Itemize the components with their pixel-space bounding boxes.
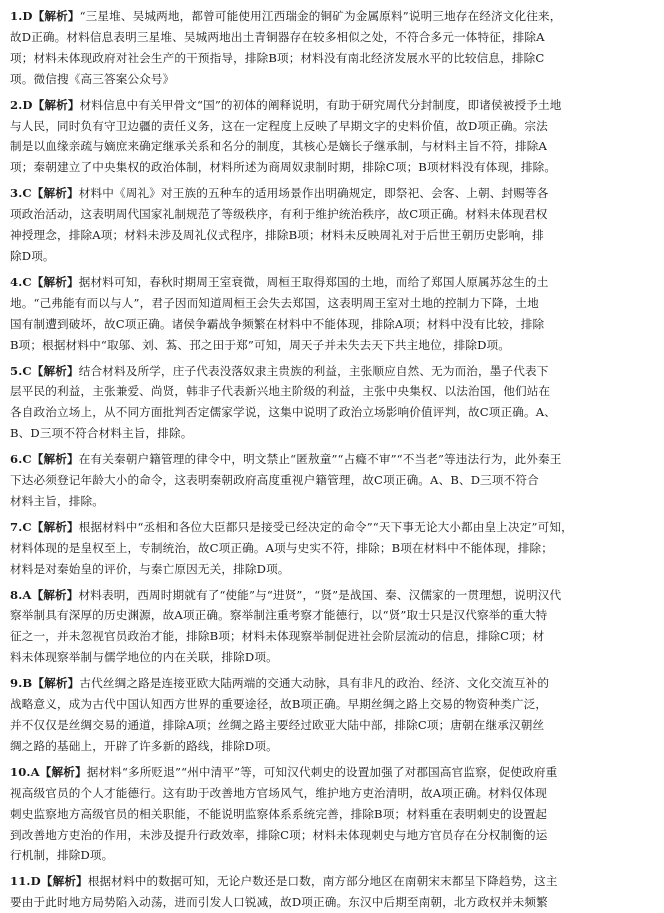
answer-first-line [10,183,642,204]
answer-first-line [10,449,642,470]
answer-number: 4.C [10,274,32,289]
answer-number: 6.C [10,452,32,467]
line-text: 故D正确。材料信息表明三星堆、吴城两地出土青铜器存在较多相似之处，不符合多元一体特征，排除A [10,29,545,44]
answer-line [10,470,642,491]
answer-item [10,517,642,580]
line-text: 材料体现的是皇权至上，专制统治，故C项正确。A项与史实不符，排除；B项在材料中不能体现，排除； [10,540,553,555]
answer-line [10,715,642,736]
line-text: 项。微信搜《高三答案公众号》 [10,71,175,86]
answer-line [10,27,642,48]
answer-first-line [10,517,642,538]
answer-line [10,48,642,69]
analysis-tag: 【解析】 [40,874,88,889]
answer-line [10,423,642,444]
answer-item [10,95,642,179]
line-text: 战略意义，成为古代中国认知西方世界的重要途径，故B项正确。早期丝绸之路上交易的物资种类广泛， [10,697,548,712]
analysis-tag: 【解析】 [31,363,79,378]
answer-number: 1.D [10,9,33,23]
answer-item [10,272,642,356]
line-text: 在有关秦朝户籍管理的律令中，明文禁止“匿敖童”“占癃不审”“不当老”等违法行为，此外秦王 [78,452,562,467]
answer-number: 2.D [10,97,33,112]
analysis-tag: 【解析】 [32,9,80,23]
line-text: 材料信息中有关甲骨文“国”的初体的阐释说明，有助于研究周代分封制度，即诸侯被授予土地 [79,97,562,112]
line-text: 视高级官员的个人才能德行。这有助于改善地方官场风气，维护地方吏治清明，故A项正确。材料仅体现 [10,785,547,800]
answer-line [10,559,642,580]
line-text: 除D项。 [10,248,55,263]
answer-first-line [10,272,642,293]
answer-line [10,204,642,225]
answer-number: 3.C [10,186,32,201]
answer-line [10,825,642,846]
answer-item [10,871,642,913]
answer-line [10,647,642,668]
line-text: 材料是对秦始皇的评价，与秦亡原因无关，排除D项。 [10,561,290,576]
line-text: 材料中《周礼》对王族的五种车的适用场景作出明确规定，即祭祀、会客、上朝、封赐等各 [78,186,549,201]
line-text: 项；秦朝建立了中央集权的政治体制，材料所述为商周奴隶制时期，排除C项；B项材料没有体现，排除。 [10,160,557,175]
line-text: 古代丝绸之路是连接亚欧大陆两端的交通大动脉，具有非凡的政治、经济、文化交流互补的 [79,676,550,691]
line-text: 到改善地方吏治的作用，未涉及提升行政效率，排除C项；材料未体现刺史与地方官员存在分权制衡的运 [10,827,548,842]
answer-line [10,491,642,512]
line-text: 绸之路的基础上，开辟了许多新的路线，排除D项。 [10,738,278,753]
answer-number: 8.A [10,587,32,602]
analysis-tag: 【解析】 [31,274,79,289]
answer-line [10,402,642,423]
line-text: 项政治活动，这表明周代国家礼制规范了等级秩序，有利于维护统治秩序，故C项正确。材料未体现君权 [10,207,548,222]
line-text: 材料主旨，排除。 [10,493,104,508]
answer-line [10,157,642,178]
answer-line [10,136,642,157]
analysis-tag: 【解析】 [31,587,79,602]
answer-first-line [10,673,642,694]
answer-number: 5.C [10,363,32,378]
line-text: 材料表明，西周时期就有了“使能”与“进贤”，“贤”是战国、秦、汉儒家的一贯理想，说明汉代 [78,587,562,602]
answer-item [10,183,642,267]
line-text: B、D三项不符合材料主旨，排除。 [10,426,193,441]
answer-line [10,246,642,267]
answer-item [10,6,642,90]
line-text: 根据材料中“丞相和各位大臣都只是接受已经决定的命令”“天下事无论大小都由皇上决定”可知， [78,519,573,534]
answer-line [10,892,642,913]
answer-number: 7.C [10,519,32,534]
answer-line [10,605,642,626]
answer-number: 11.D [10,874,41,889]
line-text: 刺史监察地方高级官员的相关职能，不能说明监察体系系统完善，排除B项；材料重在表明刺史的设置起 [10,806,548,821]
line-text: 制是以血缘亲疏与嫡庶来确定继承关系和名分的制度，其核心是嫡长子继承制，与材料主旨不符，排除A [10,139,547,154]
answer-first-line [10,361,642,382]
answer-line [10,845,642,866]
analysis-tag: 【解析】 [31,186,79,201]
analysis-tag: 【解析】 [32,676,80,691]
answer-line [10,783,642,804]
answer-first-line [10,871,642,892]
line-text: “三星堆、吴城两地，都曾可能使用江西瑞金的铜矿为金属原料”说明三地存在经济文化往来， [79,9,562,23]
answer-line [10,381,642,402]
answer-line [10,538,642,559]
line-text: 神授理念，排除A项；材料未涉及周礼仪式程序，排除B项；材料未反映周礼对于后世王朝历史影响，排 [10,228,544,243]
line-text: 要由于此时地方局势陷入动荡，进而引发人口锐减，故D项正确。东汉中后期至南朝，北方政权并未频繁 [10,895,548,910]
answer-line [10,314,642,335]
line-text: 行机制，排除D项。 [10,848,114,863]
answer-number: 10.A [10,764,40,779]
line-text: 下达必须登记年龄大小的命令，这表明秦朝政府高度重视户籍管理，故C项正确。A、B、D三项不符合 [10,473,539,488]
line-text: 察举制具有深厚的历史渊源，故A项正确。察举制注重考察才能德行，以“贤”取士只是汉代察举的重大特 [10,608,548,623]
line-text: 各自政治立场上，从不同方面批判否定儒家学说，这集中说明了政治立场影响价值评判，故C项正确。A、 [10,405,557,420]
line-text: 层平民的利益，主张兼爱、尚贤，韩非子代表新兴地主阶级的利益，主张中央集权、以法治国，他们站在 [10,384,551,399]
line-text: 料未体现察举制与儒学地位的内在关联，排除D项。 [10,650,278,665]
answer-line [10,804,642,825]
answer-line [10,293,642,314]
answer-first-line [10,95,642,116]
line-text: 结合材料及所学，庄子代表没落奴隶主贵族的利益，主张顺应自然、无为而治，墨子代表下 [78,363,549,378]
answer-line [10,69,642,90]
line-text: 据材料“多所贬退”“州中清平”等，可知汉代刺史的设置加强了对郡国高官监察，促使政府重 [86,764,558,779]
answer-first-line [10,585,642,606]
line-text: 国有制遭到破坏，故C项正确。诸侯争霸战争频繁在材料中不能体现，排除A项；材料中没有比较，排除 [10,316,545,331]
answer-item [10,361,642,445]
answer-item [10,585,642,669]
line-text: 据材料可知，春秋时期周王室衰微，周桓王取得郑国的土地，而给了郑国人原属苏忿生的土 [78,274,549,289]
analysis-tag: 【解析】 [39,764,87,779]
line-text: 地。“己弗能有而以与人”，君子因而知道周桓王会失去郑国，这表明周王室对土地的控制力下降，土地 [10,295,539,310]
answer-item [10,762,642,867]
answer-first-line [10,6,642,27]
line-text: B项；根据材料中“取邬、刘、蒍、邘之田于郑”可知，周天子并未失去天下共主地位，排除D项。 [10,337,511,352]
answer-line [10,116,642,137]
answer-line [10,694,642,715]
analysis-tag: 【解析】 [31,519,79,534]
answer-number: 9.B [10,676,33,691]
line-text: 根据材料中的数据可知，无论户数还是口数，南方部分地区在南朝宋末都呈下降趋势，这主 [87,874,558,889]
answer-line [10,225,642,246]
answer-item [10,673,642,757]
answer-line [10,736,642,757]
line-text: 项；材料未体现政府对社会生产的干预指导，排除B项；材料没有南北经济发展水平的比较信息，排除C [10,50,545,65]
analysis-tag: 【解析】 [32,97,80,112]
answer-line [10,335,642,356]
answer-item [10,449,642,512]
line-text: 并不仅仅是丝绸交易的通道，排除A项；丝绸之路主要经过欧亚大陆中部，排除C项；唐朝在继承汉朝丝 [10,718,545,732]
answer-first-line [10,762,642,783]
line-text: 与人民，同时负有守卫边疆的责任义务，这在一定程度上反映了早期文字的史料价值，故D项正确。宗法 [10,118,548,133]
analysis-tag: 【解析】 [31,452,79,467]
answer-line [10,626,642,647]
line-text: 征之一，并未忽视官员政治才能，排除B项；材料未体现察举制促进社会阶层流动的信息，排除C项；材 [10,629,545,644]
